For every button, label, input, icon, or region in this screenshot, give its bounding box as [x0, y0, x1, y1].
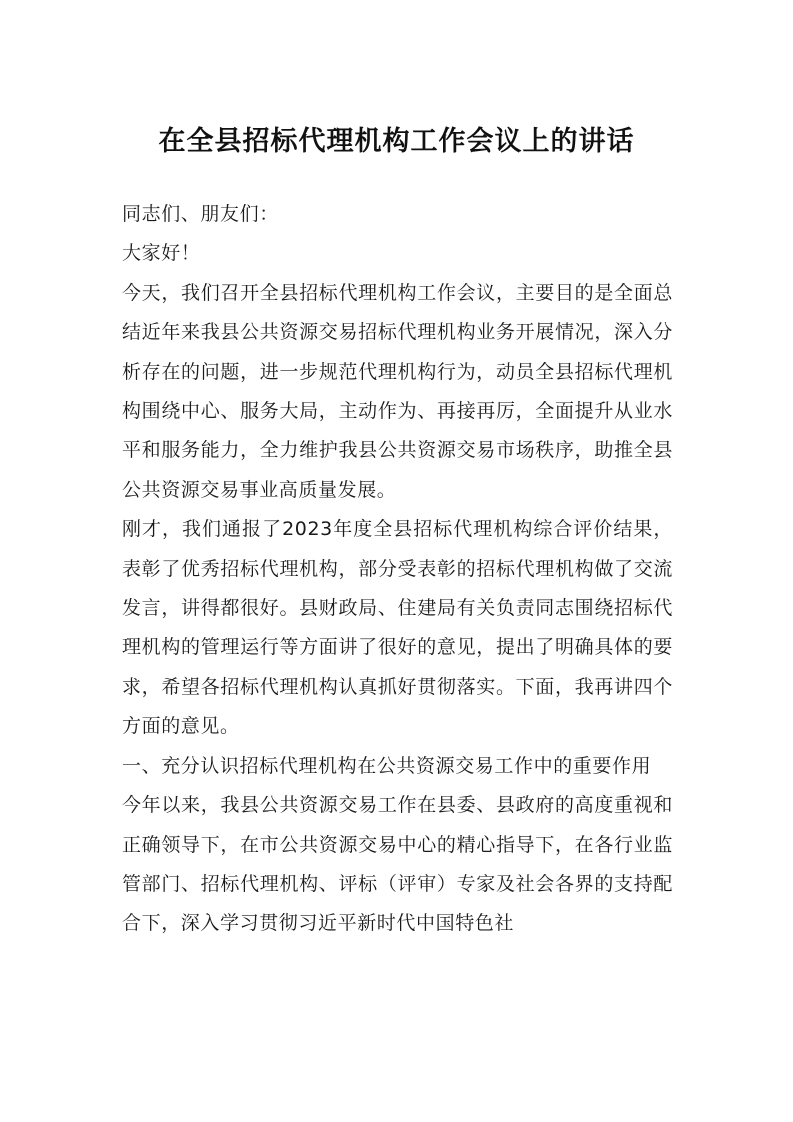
document-body — [122, 195, 673, 944]
greeting: 大家好！ — [122, 242, 201, 265]
document-title: 在全县招标代理机构工作会议上的讲话 — [158, 126, 635, 157]
salutation: 同志们、朋友们： — [122, 203, 279, 225]
section-heading: 一、充分认识招标代理机构在公共资源交易工作中的重要作用 — [122, 754, 652, 777]
body-paragraph: 今天，我们召开全县招标代理机构工作会议，主要目的是全面总结近年来我县公共资源交易招标代理机构业务开展情况，深入分析存在的问题，进一步规范代理机构行为，动员全县招标代理机构围绕中心、服务大局，主动作为、再接再厉，全面提升从业水平和服务能力，全力维护我县公共资源交易市场秩序，助推全县公共资源交易事业高质量发展。 — [122, 281, 673, 501]
body-paragraph: 今年以来，我县公共资源交易工作在县委、县政府的高度重视和正确领导下，在市公共资源交易中心的精心指导下，在各行业监管部门、招标代理机构、评标（评审）专家及社会各界的支持配合下，深入学习贯彻习近平新时代中国特色社 — [122, 794, 673, 935]
body-paragraph: 刚才，我们通报了2023年度全县招标代理机构综合评价结果，表彰了优秀招标代理机构，部分受表彰的招标代理机构做了交流发言，讲得都很好。县财政局、住建局有关负责同志围绕招标代理机构的管理运行等方面讲了很好的意见，提出了明确具体的要求，希望各招标代理机构认真抓好贯彻落实。下面，我再讲四个方面的意见。 — [122, 518, 673, 738]
